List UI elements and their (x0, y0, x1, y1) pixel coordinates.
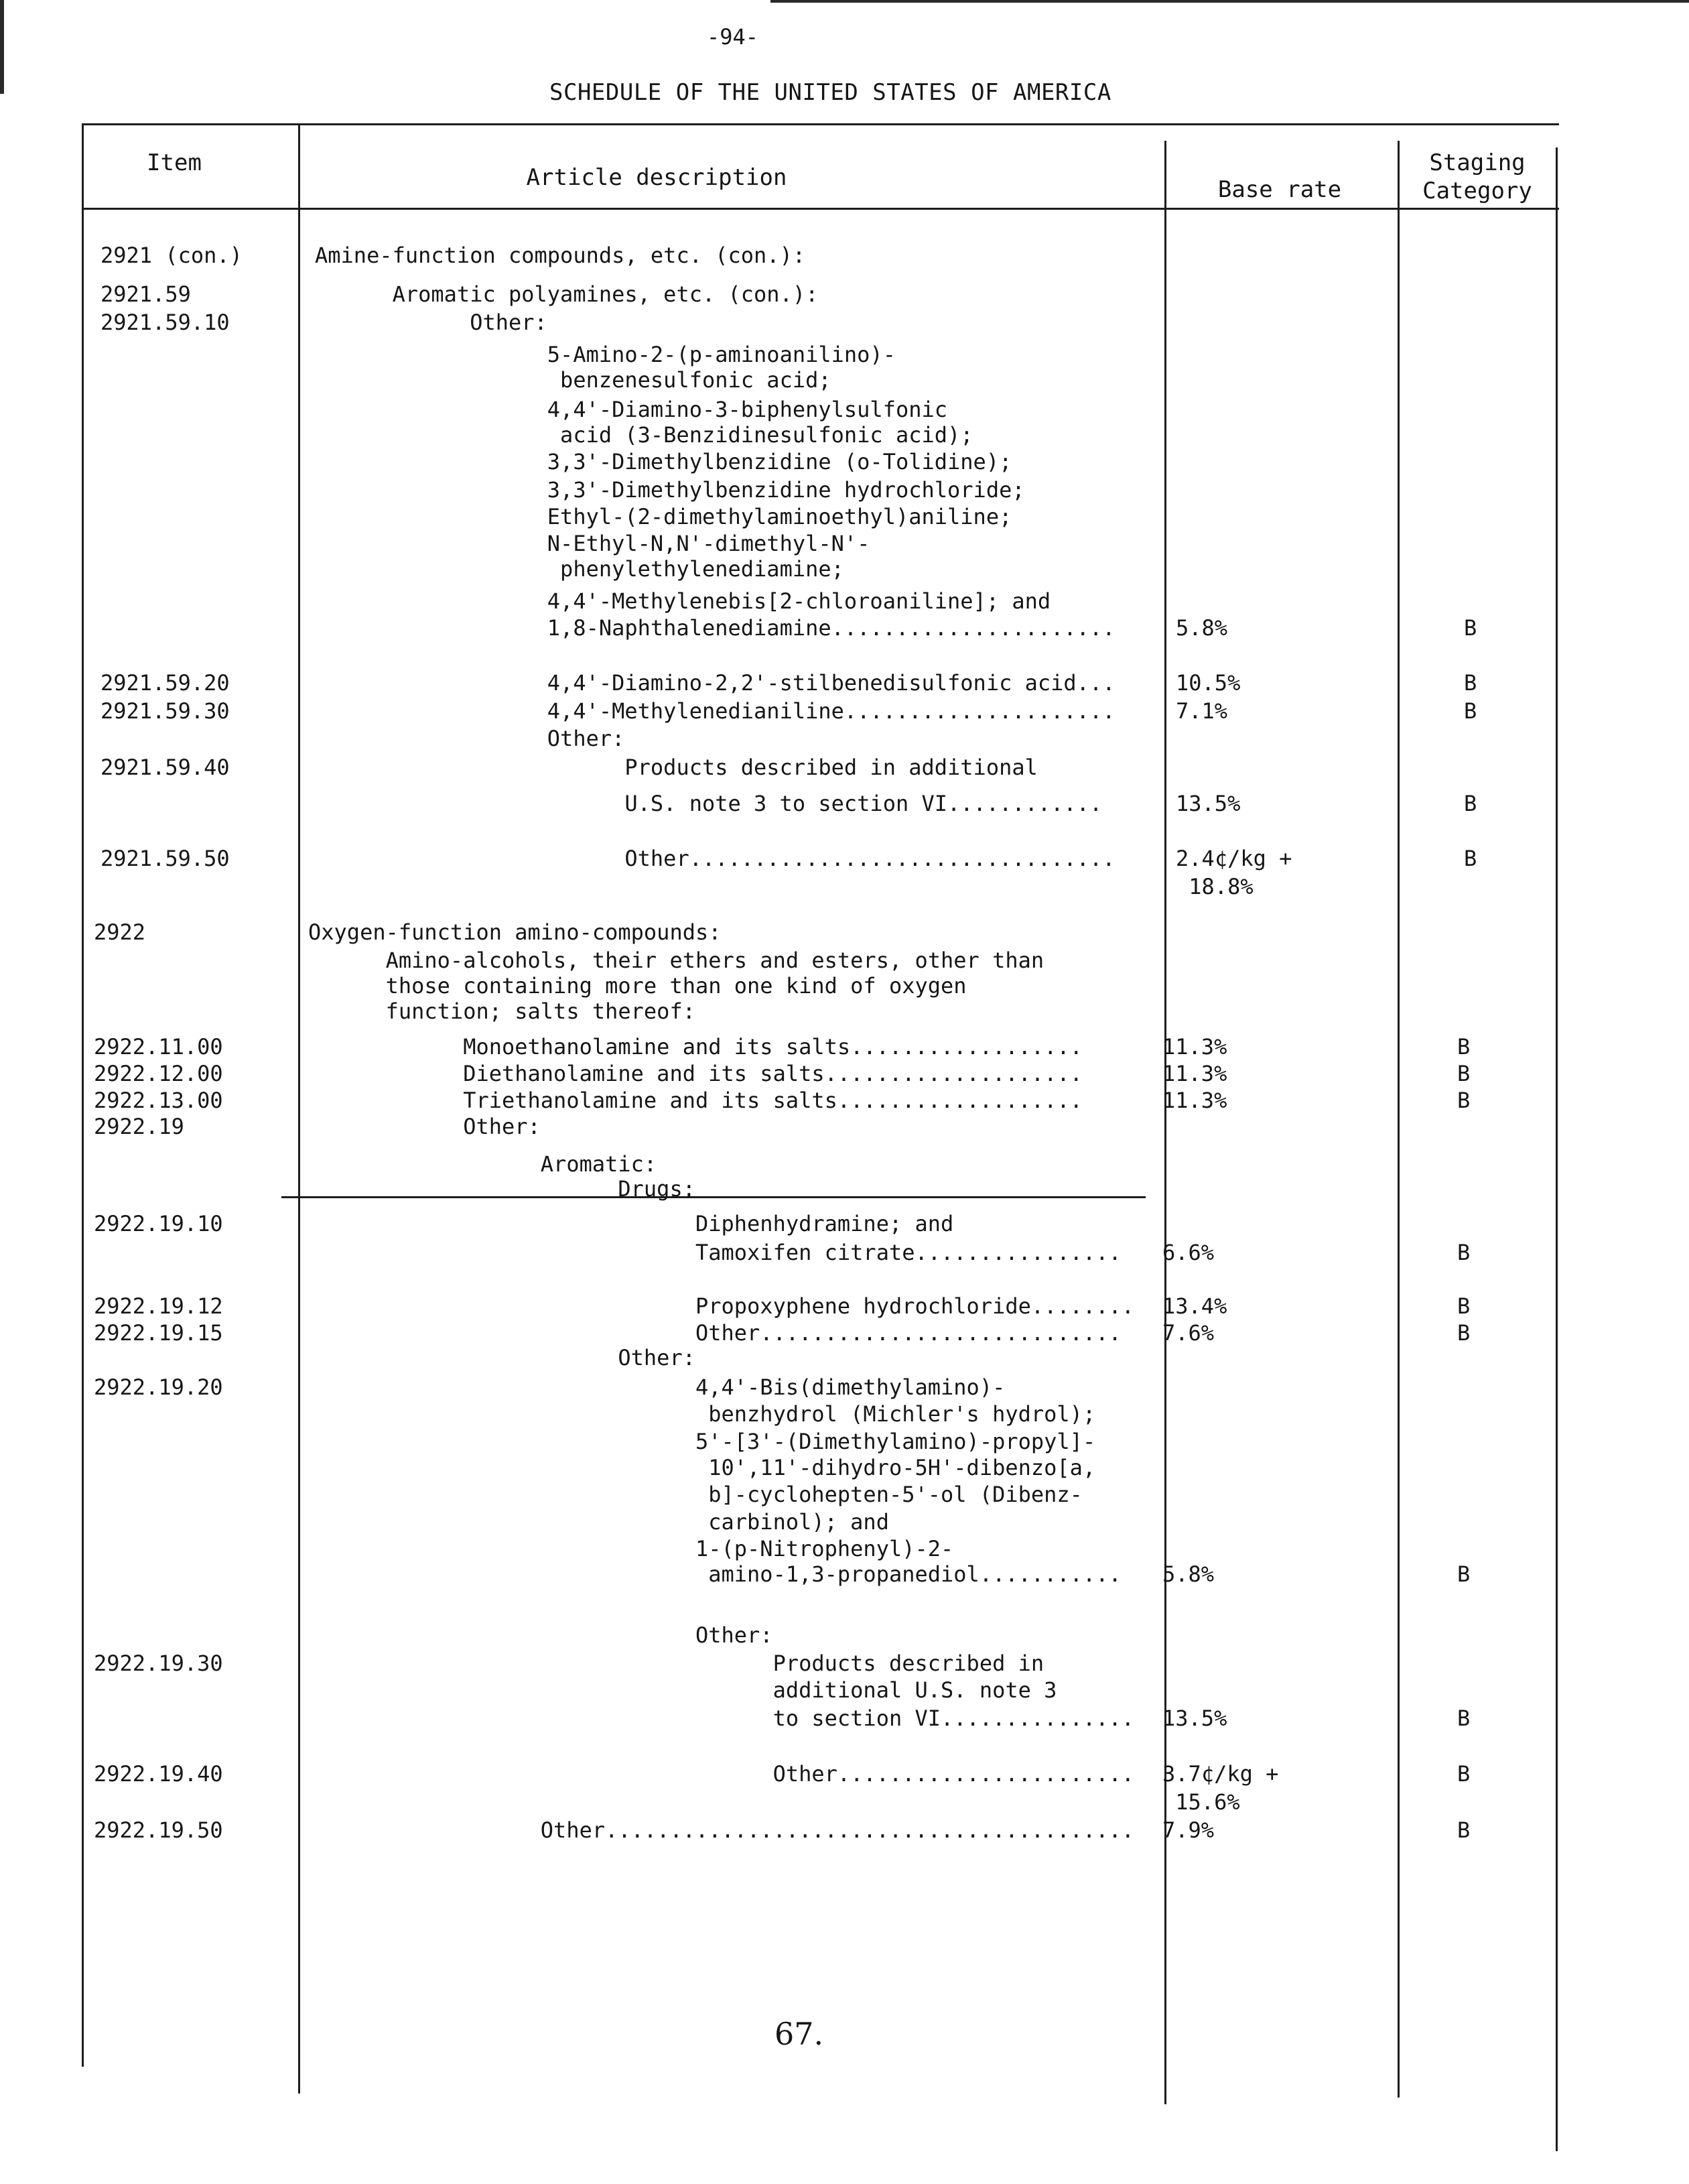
base-rate: 10.5% (1176, 670, 1241, 696)
header-item: Item (147, 149, 202, 176)
article-description: Other............................ (308, 1320, 1122, 1346)
article-description: Tamoxifen citrate................ (308, 1240, 1122, 1265)
article-description: Products described in (308, 1651, 1044, 1676)
item-number: 2922.13.00 (94, 1088, 223, 1113)
article-description: Other......................................... (308, 1817, 1134, 1843)
article-description: 5'-[3'-(Dimethylamino)-propyl]- (308, 1429, 1096, 1454)
article-description: Propoxyphene hydrochloride........ (308, 1293, 1134, 1319)
base-rate: 13.5% (1162, 1706, 1227, 1731)
page-title: SCHEDULE OF THE UNITED STATES OF AMERICA (549, 79, 1111, 106)
scan-left-edge (0, 0, 4, 94)
item-number: 2922.19 (94, 1114, 184, 1139)
item-number: 2922.12.00 (94, 1061, 223, 1086)
article-description: acid (3-Benzidinesulfonic acid); (315, 422, 973, 448)
staging-category: B (1464, 698, 1477, 724)
base-rate: 7.9% (1162, 1817, 1215, 1843)
item-number: 2922.19.30 (94, 1651, 223, 1676)
article-description: 4,4'-Methylenedianiline..................... (315, 698, 1116, 724)
article-description: 3,3'-Dimethylbenzidine hydrochloride; (315, 477, 1025, 503)
article-description: Drugs: (308, 1176, 695, 1202)
header-staging (1407, 149, 1548, 205)
article-description: N-Ethyl-N,N'-dimethyl-N'- (315, 531, 870, 556)
article-description: Diphenhydramine; and (308, 1211, 954, 1236)
article-description: 1-(p-Nitrophenyl)-2- (308, 1536, 954, 1561)
staging-category: B (1464, 846, 1477, 871)
base-rate: 11.3% (1162, 1034, 1227, 1059)
article-description: Other: (308, 1622, 773, 1648)
base-rate: 13.5% (1176, 791, 1241, 816)
article-description: Monoethanolamine and its salts.................. (308, 1034, 1083, 1059)
header-staging-line1: Staging (1429, 149, 1526, 176)
page-number: -94- (707, 24, 759, 50)
staging-category: B (1457, 1034, 1471, 1059)
article-description: Aromatic polyamines, etc. (con.): (315, 281, 819, 307)
item-number: 2922 (94, 919, 146, 945)
item-number: 2921.59 (100, 281, 191, 307)
article-description: Other....................... (308, 1761, 1134, 1787)
item-number: 2921.59.30 (100, 698, 230, 724)
header-staging-line2: Category (1422, 178, 1532, 204)
item-number: 2921 (con.) (100, 243, 243, 268)
article-description: function; salts thereof: (308, 999, 695, 1024)
article-description: 1,8-Naphthalenediamine...................... (315, 615, 1116, 641)
article-description: Other: (308, 1114, 541, 1139)
article-description: additional U.S. note 3 (308, 1677, 1057, 1703)
item-number: 2922.19.50 (94, 1817, 223, 1843)
header-description: Article description (526, 164, 787, 191)
staging-category: B (1464, 670, 1477, 696)
article-description: 10',11'-dihydro-5H'-dibenzo[a, (308, 1455, 1096, 1480)
item-number: 2922.19.40 (94, 1761, 223, 1787)
article-description: 4,4'-Bis(dimethylamino)- (308, 1374, 1006, 1400)
article-description: 3,3'-Dimethylbenzidine (o-Tolidine); (315, 449, 1012, 474)
base-rate: 11.3% (1162, 1061, 1227, 1086)
item-number: 2921.59.10 (100, 310, 230, 335)
base-rate: 6.6% (1162, 1240, 1215, 1265)
base-rate: 3.7¢/kg + (1162, 1761, 1279, 1787)
base-rate: 15.6% (1162, 1789, 1240, 1815)
col-divider-rate (1398, 141, 1400, 2098)
item-number: 2922.19.15 (94, 1320, 223, 1346)
base-rate: 7.6% (1162, 1320, 1215, 1346)
staging-category: B (1457, 1293, 1471, 1319)
col-divider-item (298, 123, 300, 2094)
article-description: 5-Amino-2-(p-aminoanilino)- (315, 342, 896, 367)
article-description: Amino-alcohols, their ethers and esters, other than (308, 948, 1044, 973)
article-description: carbinol); and (308, 1509, 889, 1535)
table-top-border (82, 123, 1559, 125)
article-description: Other................................. (315, 846, 1116, 871)
staging-category: B (1464, 791, 1477, 816)
base-rate: 18.8% (1176, 874, 1254, 899)
article-description: benzhydrol (Michler's hydrol); (308, 1401, 1096, 1427)
item-number: 2922.19.12 (94, 1293, 223, 1319)
article-description: Oxygen-function amino-compounds: (308, 919, 722, 945)
article-description: 4,4'-Diamino-3-biphenylsulfonic (315, 397, 948, 422)
footer-page-number: 67. (774, 2016, 824, 2052)
article-description: U.S. note 3 to section VI............ (315, 791, 1103, 816)
staging-category: B (1457, 1817, 1471, 1843)
item-number: 2921.59.20 (100, 670, 230, 696)
base-rate: 7.1% (1176, 698, 1228, 724)
staging-category: B (1457, 1320, 1471, 1346)
article-description: to section VI............... (308, 1706, 1134, 1731)
col-divider-right-edge (1556, 147, 1558, 2151)
header-bottom-border (82, 208, 1559, 210)
staging-category: B (1457, 1061, 1471, 1086)
article-description: those containing more than one kind of oxygen (308, 973, 967, 999)
article-description: phenylethylenediamine; (315, 556, 844, 582)
article-description: Triethanolamine and its salts................... (308, 1088, 1083, 1113)
article-description: Other: (315, 310, 547, 335)
article-description: 4,4'-Methylenebis[2-chloroaniline]; and (315, 588, 1051, 614)
article-description: Aromatic: (308, 1151, 657, 1177)
item-number: 2922.19.20 (94, 1374, 223, 1400)
article-description: Other: (308, 1345, 695, 1370)
article-description: Ethyl-(2-dimethylaminoethyl)aniline; (315, 504, 1012, 529)
article-description: benzenesulfonic acid; (315, 367, 831, 393)
header-base-rate: Base rate (1217, 176, 1342, 203)
item-number: 2921.59.40 (100, 755, 230, 780)
staging-category: B (1457, 1761, 1471, 1787)
col-divider-left-edge (82, 123, 84, 2067)
base-rate: 5.8% (1176, 615, 1228, 641)
staging-category: B (1457, 1088, 1471, 1113)
base-rate: 5.8% (1162, 1561, 1215, 1587)
base-rate: 2.4¢/kg + (1176, 846, 1292, 871)
staging-category: B (1457, 1240, 1471, 1265)
staging-category: B (1457, 1706, 1471, 1731)
article-description: Products described in additional (315, 755, 1038, 780)
article-description: Other: (315, 726, 625, 751)
item-number: 2922.19.10 (94, 1211, 223, 1236)
staging-category: B (1457, 1561, 1471, 1587)
item-number: 2922.11.00 (94, 1034, 223, 1059)
scan-top-edge (770, 0, 1689, 3)
base-rate: 11.3% (1162, 1088, 1227, 1113)
staging-category: B (1464, 615, 1477, 641)
item-number: 2921.59.50 (100, 846, 230, 871)
article-description: amino-1,3-propanediol........... (308, 1561, 1122, 1587)
article-description: Amine-function compounds, etc. (con.): (315, 243, 806, 268)
base-rate: 13.4% (1162, 1293, 1227, 1319)
article-description: Diethanolamine and its salts.................... (308, 1061, 1083, 1086)
article-description: b]-cyclohepten-5'-ol (Dibenz- (308, 1482, 1083, 1507)
article-description: 4,4'-Diamino-2,2'-stilbenedisulfonic acid... (315, 670, 1116, 696)
